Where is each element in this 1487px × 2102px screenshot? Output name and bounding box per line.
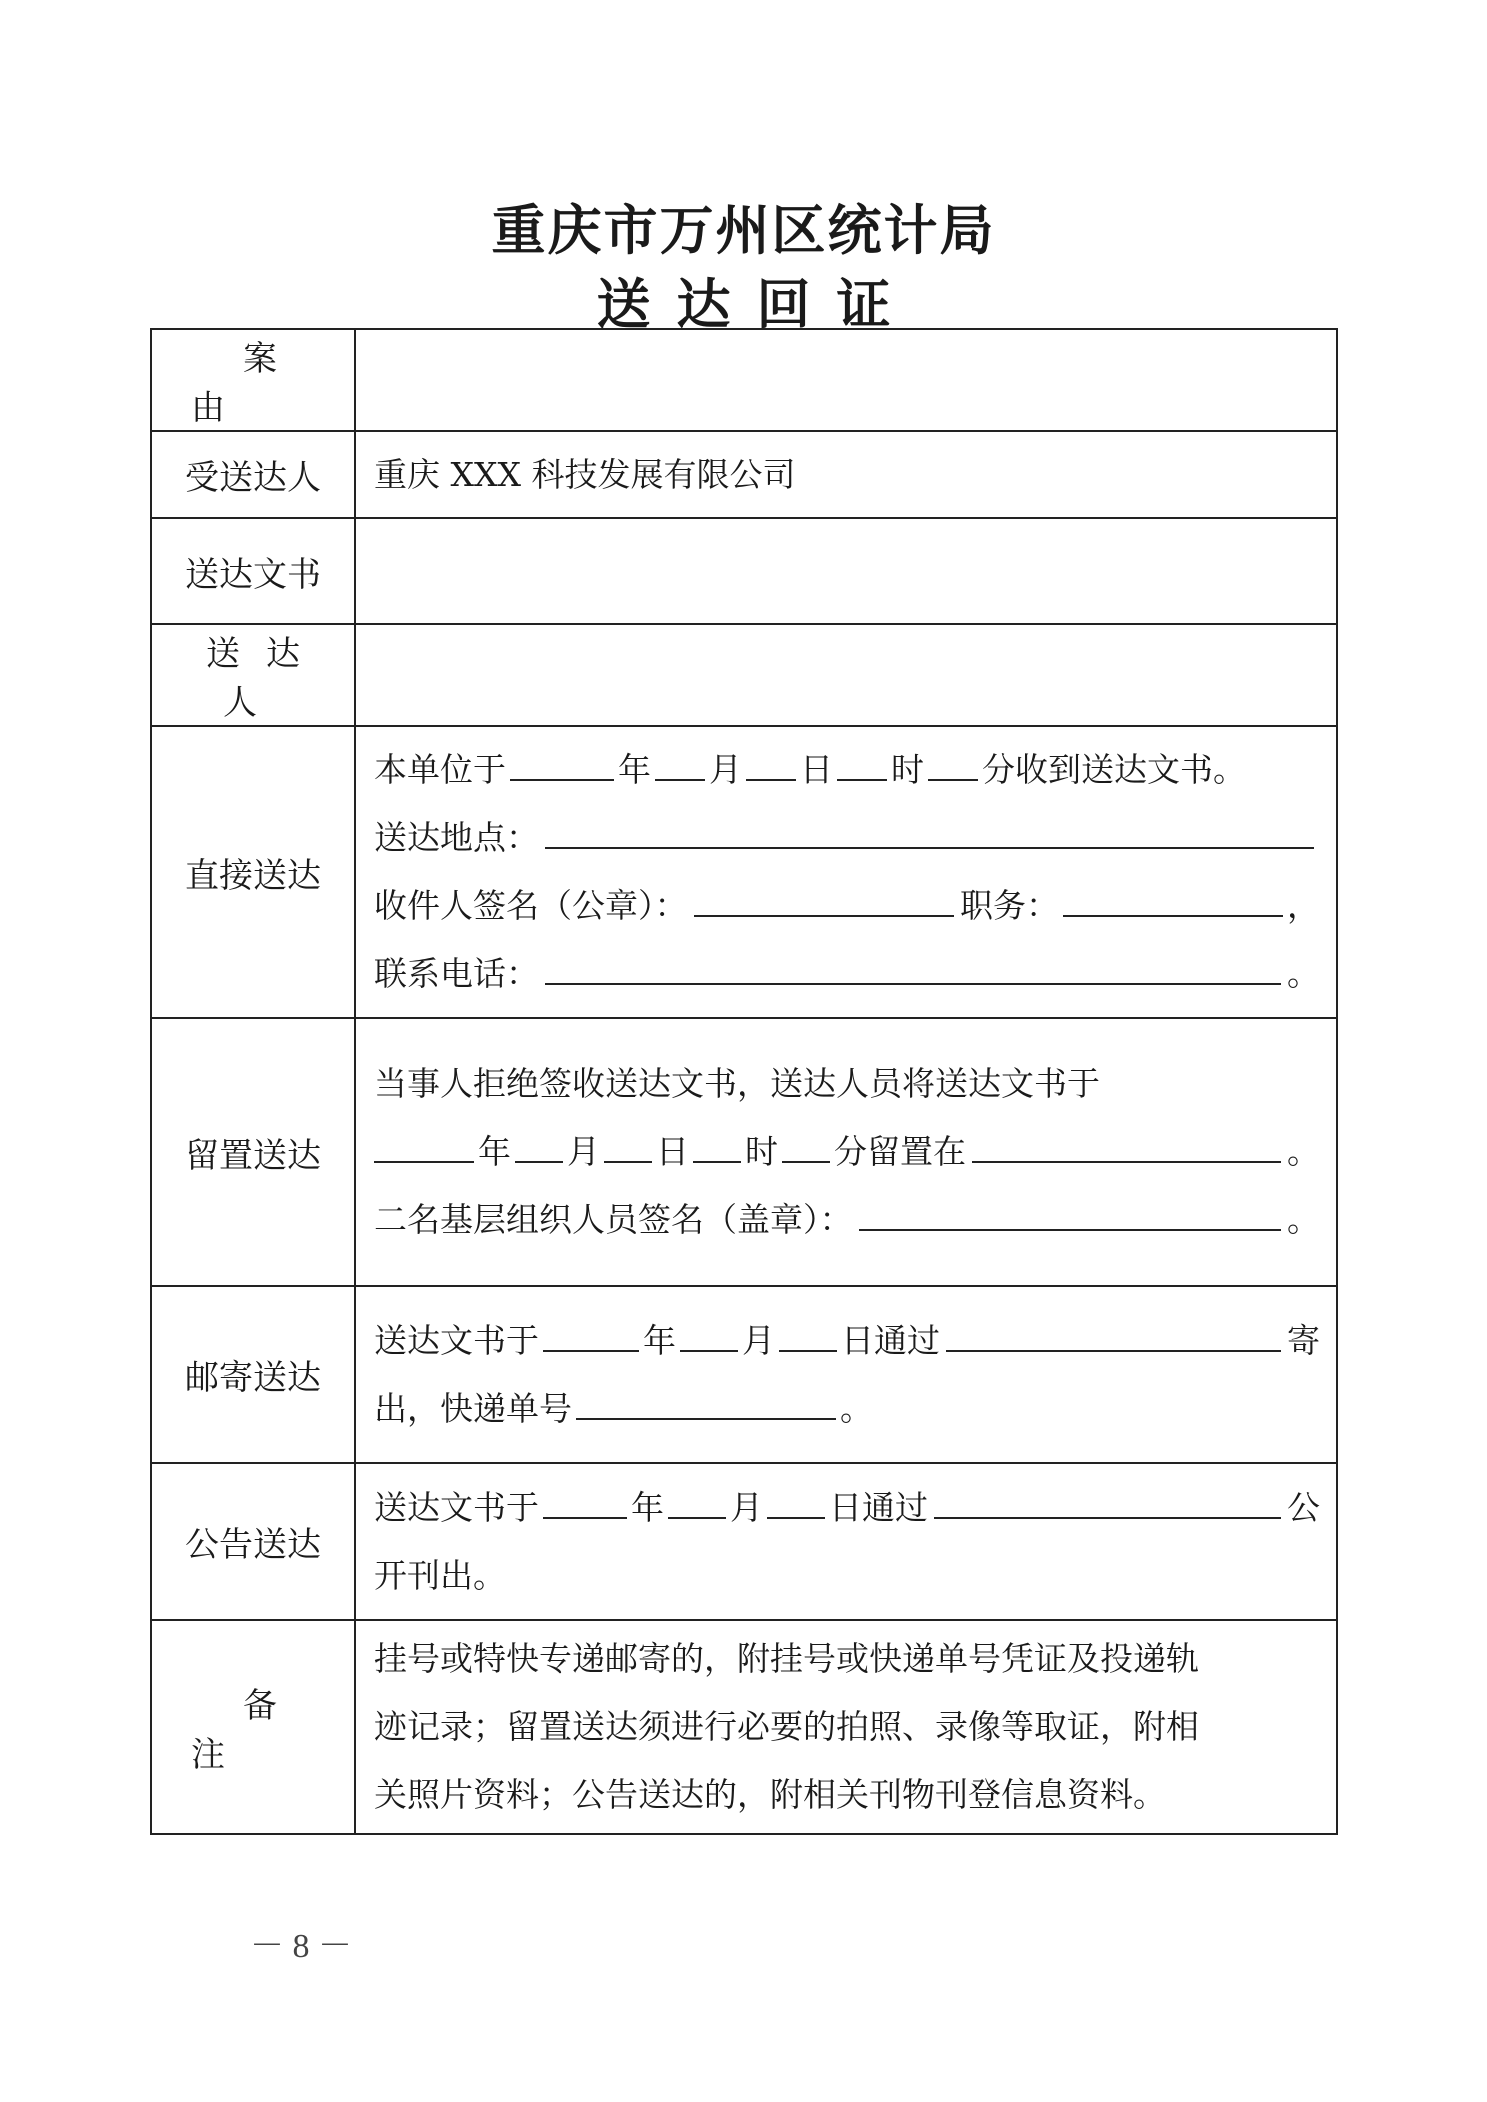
notice-month-blank[interactable] bbox=[668, 1483, 726, 1519]
server-value[interactable] bbox=[355, 624, 1337, 726]
row-case bbox=[151, 329, 1337, 431]
retention-hour-blank[interactable] bbox=[693, 1127, 741, 1163]
direct-hour-blank[interactable] bbox=[837, 745, 887, 781]
remarks-line-1: 挂号或特快专递邮寄的，附挂号或快递单号凭证及投递轨 bbox=[374, 1639, 1199, 1678]
retention-line-1: 当事人拒绝签收送达文书，送达人员将送达文书于 bbox=[374, 1064, 1100, 1103]
direct-minute-blank[interactable] bbox=[928, 745, 978, 781]
notice-year-blank[interactable] bbox=[543, 1483, 627, 1519]
document-title: 送达回证 bbox=[596, 273, 917, 336]
mail-day-blank[interactable] bbox=[779, 1316, 837, 1352]
mail-year-blank[interactable] bbox=[543, 1316, 639, 1352]
mail-month-blank[interactable] bbox=[680, 1316, 738, 1352]
direct-phone-blank[interactable] bbox=[545, 949, 1281, 985]
row-server bbox=[151, 624, 1337, 726]
mail-tracking-blank[interactable] bbox=[576, 1384, 836, 1420]
organization-title: 重庆市万州区统计局 bbox=[491, 199, 996, 262]
retention-line-2: 年 月 日 时 分留置在 。 bbox=[374, 1118, 1320, 1186]
mail-carrier-blank[interactable] bbox=[946, 1316, 1281, 1352]
row-recipient bbox=[151, 431, 1337, 518]
retention-service-label: 留置送达 bbox=[151, 1018, 355, 1286]
notice-service-label: 公告送达 bbox=[151, 1463, 355, 1620]
direct-signature-line: 收件人签名（公章）： 职务： ， bbox=[374, 872, 1320, 940]
case-label: 案由 bbox=[191, 339, 367, 428]
remarks-line-2: 迹记录；留置送达须进行必要的拍照、录像等取证，附相 bbox=[374, 1707, 1199, 1746]
server-label: 送达人 bbox=[206, 634, 326, 723]
direct-month-blank[interactable] bbox=[655, 745, 705, 781]
direct-service-label: 直接送达 bbox=[151, 726, 355, 1018]
row-retention-service bbox=[151, 1018, 1337, 1286]
row-direct-service bbox=[151, 726, 1337, 1018]
row-mail-service bbox=[151, 1286, 1337, 1463]
document-label: 送达文书 bbox=[151, 518, 355, 624]
notice-line-2: 开刊出。 bbox=[374, 1555, 506, 1595]
direct-phone-line: 联系电话： 。 bbox=[374, 940, 1320, 1008]
retention-month-blank[interactable] bbox=[515, 1127, 563, 1163]
row-notice-service bbox=[151, 1463, 1337, 1620]
document-value[interactable] bbox=[355, 518, 1337, 624]
mail-service-label: 邮寄送达 bbox=[151, 1286, 355, 1463]
retention-day-blank[interactable] bbox=[604, 1127, 652, 1163]
direct-year-blank[interactable] bbox=[510, 745, 614, 781]
mail-line-2: 出，快递单号 。 bbox=[374, 1375, 1320, 1443]
case-value[interactable] bbox=[355, 329, 1337, 431]
direct-position-blank[interactable] bbox=[1063, 881, 1283, 917]
recipient-value[interactable]: 重庆 XXX 科技发展有限公司 bbox=[355, 431, 1337, 518]
recipient-label: 受送达人 bbox=[151, 431, 355, 518]
direct-place-blank[interactable] bbox=[545, 813, 1314, 849]
direct-day-blank[interactable] bbox=[746, 745, 796, 781]
retention-minute-blank[interactable] bbox=[782, 1127, 830, 1163]
retention-signature-blank[interactable] bbox=[859, 1195, 1282, 1231]
direct-place-line: 送达地点： bbox=[374, 804, 1320, 872]
page-number: － 8 － bbox=[250, 1928, 352, 1965]
row-remarks bbox=[151, 1620, 1337, 1834]
row-document bbox=[151, 518, 1337, 624]
notice-publication-blank[interactable] bbox=[934, 1483, 1281, 1519]
service-receipt-form bbox=[150, 328, 1338, 1835]
mail-line-1: 送达文书于 年 月 日通过 寄 bbox=[374, 1307, 1320, 1375]
retention-place-blank[interactable] bbox=[972, 1127, 1281, 1163]
direct-signature-blank[interactable] bbox=[694, 881, 955, 917]
direct-received-line: 本单位于 年 月 日 时 分收到送达文书。 bbox=[374, 736, 1320, 804]
retention-line-3: 二名基层组织人员签名（盖章）： 。 bbox=[374, 1186, 1320, 1254]
retention-year-blank[interactable] bbox=[374, 1127, 474, 1163]
remarks-label: 备注 bbox=[191, 1686, 367, 1775]
notice-line-1: 送达文书于 年 月 日通过 公 bbox=[374, 1474, 1320, 1542]
remarks-line-3: 关照片资料；公告送达的，附相关刊物刊登信息资料。 bbox=[374, 1775, 1166, 1814]
notice-day-blank[interactable] bbox=[767, 1483, 825, 1519]
